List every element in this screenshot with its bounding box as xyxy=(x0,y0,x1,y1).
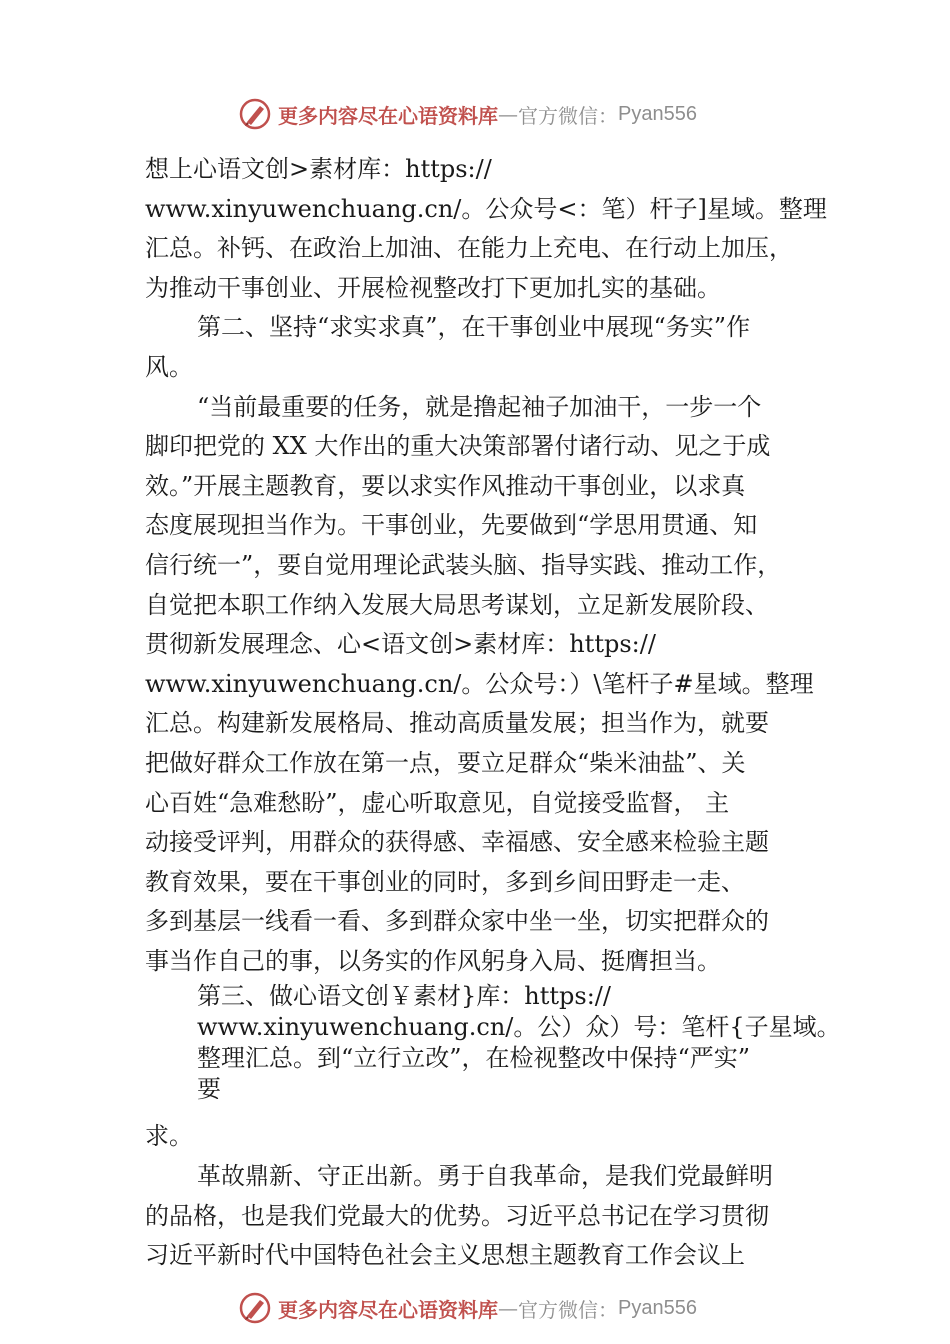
footer-watermark-banner xyxy=(238,1290,758,1326)
document-body xyxy=(145,150,841,1276)
text-line: 汇总。补钙、在政治上加油、在能力上充电、在行动上加压， xyxy=(145,234,793,263)
text-line: 自觉把本职工作纳入发展大局思考谋划，立足新发展阶段、 xyxy=(145,590,769,619)
pen-logo-icon xyxy=(238,97,272,131)
text-line: 信行统一”，要自觉用理论武装头脑、指导实践、推动工作， xyxy=(145,550,782,579)
pen-logo-icon xyxy=(238,1291,272,1325)
text-line: www.xinyuwenchuang.cn/。公众号<：笔）杆子]星域。整理 xyxy=(145,194,827,223)
text-line: 习近平新时代中国特色社会主义思想主题教育工作会议上 xyxy=(145,1241,745,1270)
text-line: 风。 xyxy=(145,352,193,381)
text-line: 汇总。构建新发展格局、推动高质量发展；担当作为，就要 xyxy=(145,709,769,738)
text-line: 事当作自己的事，以务实的作风躬身入局、挺膺担当。 xyxy=(145,946,721,975)
banner-gray-text: 官方微信： xyxy=(518,1297,618,1322)
section-heading-3: 第三、做心语文创￥素材}库：https:// xyxy=(197,982,611,1011)
text-line: 动接受评判，用群众的获得感、幸福感、安全感来检验主题 xyxy=(145,828,769,857)
text-line: “当前最重要的任务，就是撸起袖子加油干，一步一个 xyxy=(197,392,762,421)
text-line: 的品格，也是我们党最大的优势。习近平总书记在学习贯彻 xyxy=(145,1201,769,1230)
text-line: 为推动干事创业、开展检视整改打下更加扎实的基础。 xyxy=(145,273,721,302)
text-line: 效。”开展主题教育，要以求实作风推动干事创业，以求真 xyxy=(145,471,746,500)
text-line: 心百姓“急难愁盼”，虚心听取意见，自觉接受监督， 主 xyxy=(145,788,730,817)
banner-red-text: 更多内容尽在心语资料库 xyxy=(278,103,498,128)
text-line: 想上心语文创>素材库：https:// xyxy=(145,155,492,183)
banner-gray-text: 官方微信： xyxy=(518,103,618,128)
text-line: 把做好群众工作放在第一点，要立足群众“柴米油盐”、关 xyxy=(145,748,746,777)
banner-dash: — xyxy=(498,102,518,126)
text-line: 多到基层一线看一看、多到群众家中坐一坐，切实把群众的 xyxy=(145,907,769,936)
header-watermark-banner xyxy=(238,96,758,132)
text-line: 贯彻新发展理念、心<语文创>素材库：https:// xyxy=(145,630,656,659)
banner-dash: — xyxy=(498,1296,518,1320)
banner-wechat-id: Pyan556 xyxy=(618,102,697,125)
text-line: 脚印把党的 XX 大作出的重大决策部署付诸行动、见之于成 xyxy=(145,432,771,461)
text-line: www.xinyuwenchuang.cn/。公众号：）\笔杆子#星域。整理 xyxy=(145,669,814,698)
section-heading-2: 第二、坚持“求实求真”，在干事创业中展现“务实”作 xyxy=(197,313,751,342)
banner-wechat-id: Pyan556 xyxy=(618,1296,697,1319)
text-line: 求。 xyxy=(145,1122,193,1151)
text-line: 教育效果，要在干事创业的同时，多到乡间田野走一走、 xyxy=(145,867,745,896)
text-line: www.xinyuwenchuang.cn/。公）众）号：笔杆{子星域。 xyxy=(197,1013,841,1042)
text-line: 要 xyxy=(197,1075,221,1104)
text-line: 革故鼎新、守正出新。勇于自我革命，是我们党最鲜明 xyxy=(197,1162,773,1191)
text-line: 整理汇总。到“立行立改”，在检视整改中保持“严实” xyxy=(197,1044,751,1073)
text-line: 态度展现担当作为。干事创业，先要做到“学思用贯通、知 xyxy=(145,511,758,540)
banner-red-text: 更多内容尽在心语资料库 xyxy=(278,1297,498,1322)
